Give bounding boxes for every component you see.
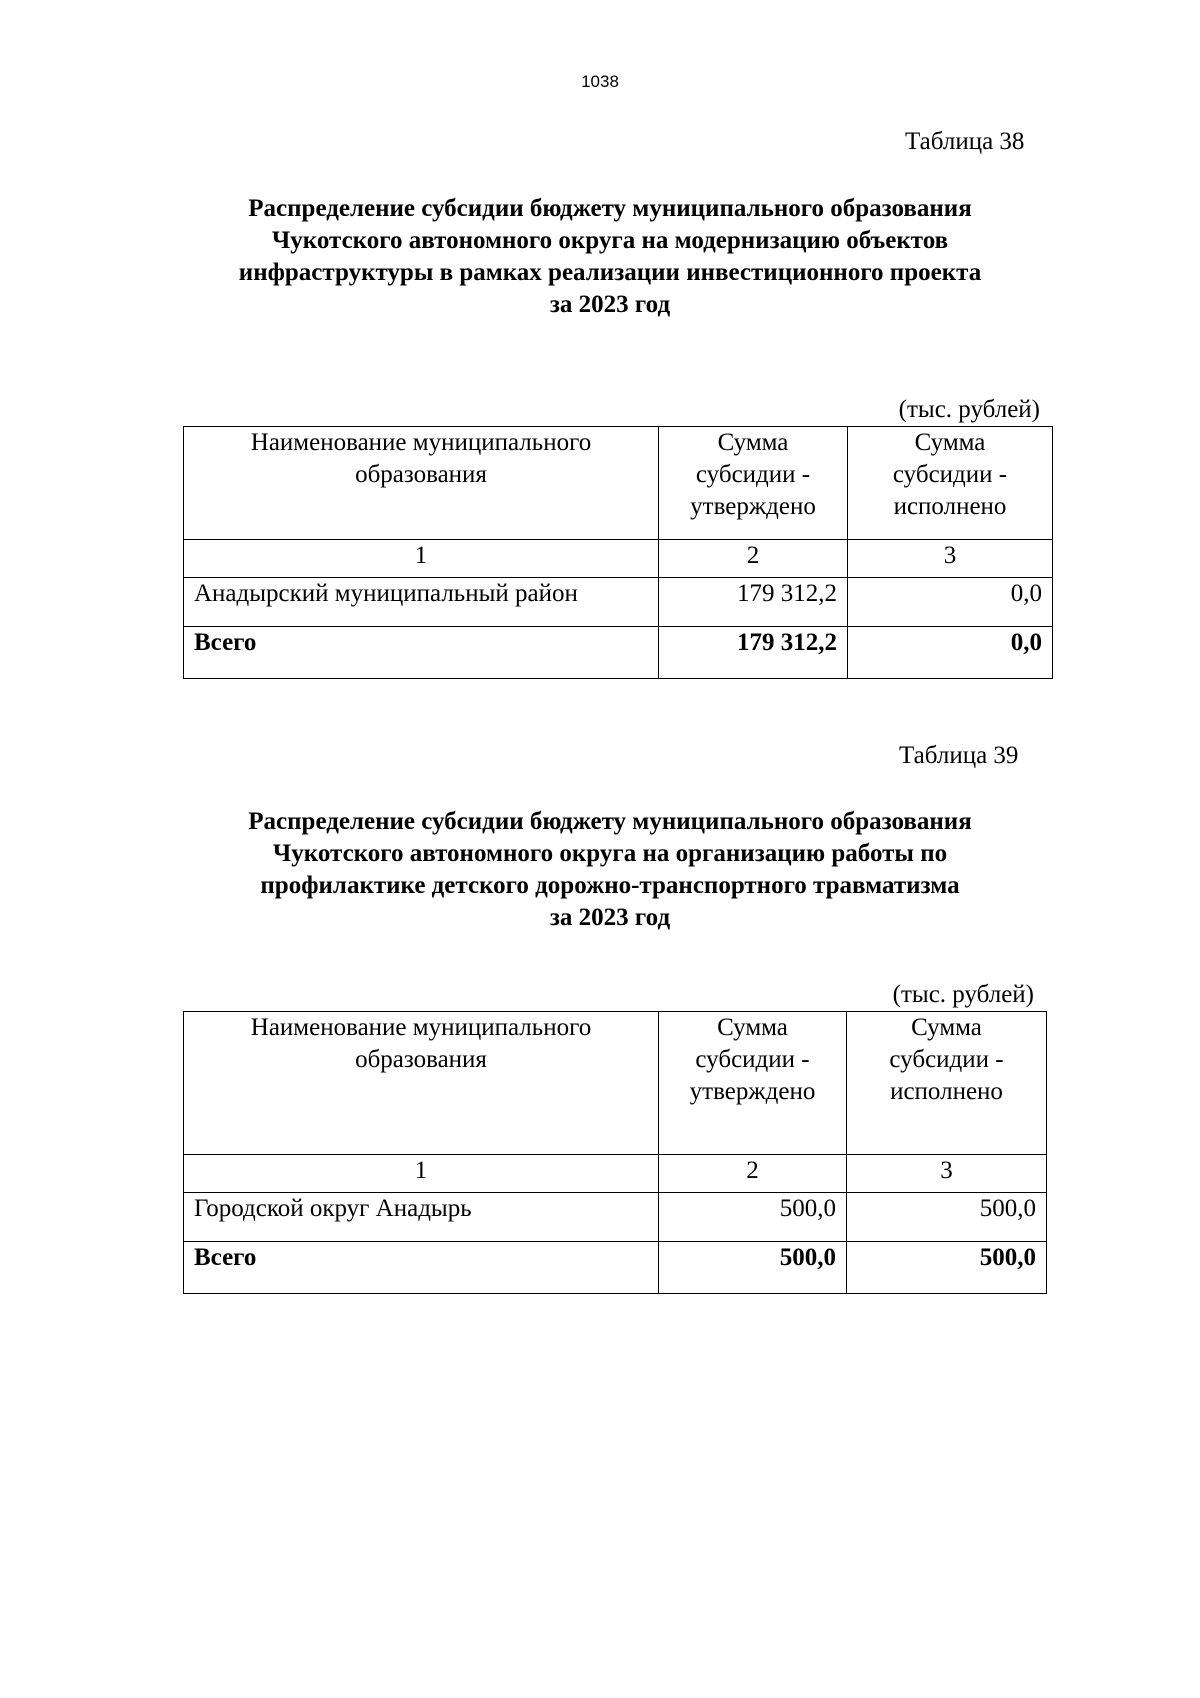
- table-title-line: профилактике детского дорожно-транспортного травматизма: [260, 872, 960, 899]
- header-line: Сумма: [717, 1014, 788, 1041]
- header-line: утверждено: [690, 493, 816, 520]
- column-number: 2: [659, 540, 848, 578]
- header-row: [184, 427, 1053, 540]
- total-approved: 500,0: [659, 1242, 847, 1294]
- total-label: Всего: [184, 1242, 659, 1294]
- table-label: Таблица 39: [899, 742, 1019, 769]
- executed-amount: 500,0: [847, 1193, 1047, 1242]
- table-title: [150, 193, 1070, 321]
- header-line: субсидии -: [889, 1046, 1004, 1073]
- subsidy-table: [183, 426, 1053, 679]
- table-title-line: Чукотского автономного округа на модернизацию объектов: [271, 227, 949, 254]
- table-title-line: Распределение субсидии бюджету муниципального образования: [248, 808, 972, 835]
- total-executed: 0,0: [848, 627, 1053, 679]
- table-title-line: за 2023 год: [549, 904, 671, 931]
- header-line: утверждено: [689, 1078, 816, 1105]
- column-number-row: [184, 1155, 1047, 1193]
- municipality-name: Анадырский муниципальный район: [184, 578, 659, 627]
- total-approved: 179 312,2: [659, 627, 848, 679]
- municipality-name: Городской округ Анадырь: [184, 1193, 659, 1242]
- table-title-line: инфраструктуры в рамках реализации инвестиционного проекта: [238, 259, 982, 286]
- header-row: [184, 1012, 1047, 1155]
- header-line: образования: [355, 461, 487, 488]
- header-line: субсидии -: [695, 461, 811, 488]
- column-number: 3: [848, 540, 1053, 578]
- column-number: 1: [184, 1155, 659, 1193]
- page-number: 1038: [581, 72, 619, 91]
- header-line: Сумма: [717, 429, 789, 456]
- header-executed: [847, 1012, 1047, 1155]
- header-approved: [659, 427, 848, 540]
- executed-amount: 0,0: [848, 578, 1053, 627]
- total-row: [184, 1242, 1047, 1294]
- header-line: Наименование муниципального: [250, 1014, 592, 1041]
- header-executed: [848, 427, 1053, 540]
- table-title-line: Чукотского автономного округа на организацию работы по: [272, 840, 948, 867]
- column-number: 3: [847, 1155, 1047, 1193]
- header-line: образования: [355, 1046, 487, 1073]
- table-title: [150, 806, 1070, 934]
- header-line: исполнено: [890, 1078, 1003, 1105]
- approved-amount: 179 312,2: [659, 578, 848, 627]
- header-line: Наименование муниципального: [250, 429, 592, 456]
- header-line: исполнено: [893, 493, 1007, 520]
- total-executed: 500,0: [847, 1242, 1047, 1294]
- table-row: [184, 578, 1053, 627]
- approved-amount: 500,0: [659, 1193, 847, 1242]
- header-line: Сумма: [914, 429, 986, 456]
- total-row: [184, 627, 1053, 679]
- table-label: Таблица 38: [905, 128, 1025, 155]
- subsidy-table: [183, 1011, 1047, 1294]
- header-municipality: [184, 427, 659, 540]
- column-number: 2: [659, 1155, 847, 1193]
- header-line: Сумма: [911, 1014, 982, 1041]
- column-number-row: [184, 540, 1053, 578]
- total-label: Всего: [184, 627, 659, 679]
- units-note: (тыс. рублей): [892, 981, 1034, 1008]
- header-line: субсидии -: [695, 1046, 810, 1073]
- units-note: (тыс. рублей): [898, 396, 1040, 423]
- header-approved: [659, 1012, 847, 1155]
- header-municipality: [184, 1012, 659, 1155]
- table-title-line: за 2023 год: [549, 291, 671, 318]
- table-row: [184, 1193, 1047, 1242]
- table-title-line: Распределение субсидии бюджету муниципального образования: [248, 195, 972, 222]
- header-line: субсидии -: [892, 461, 1008, 488]
- column-number: 1: [184, 540, 659, 578]
